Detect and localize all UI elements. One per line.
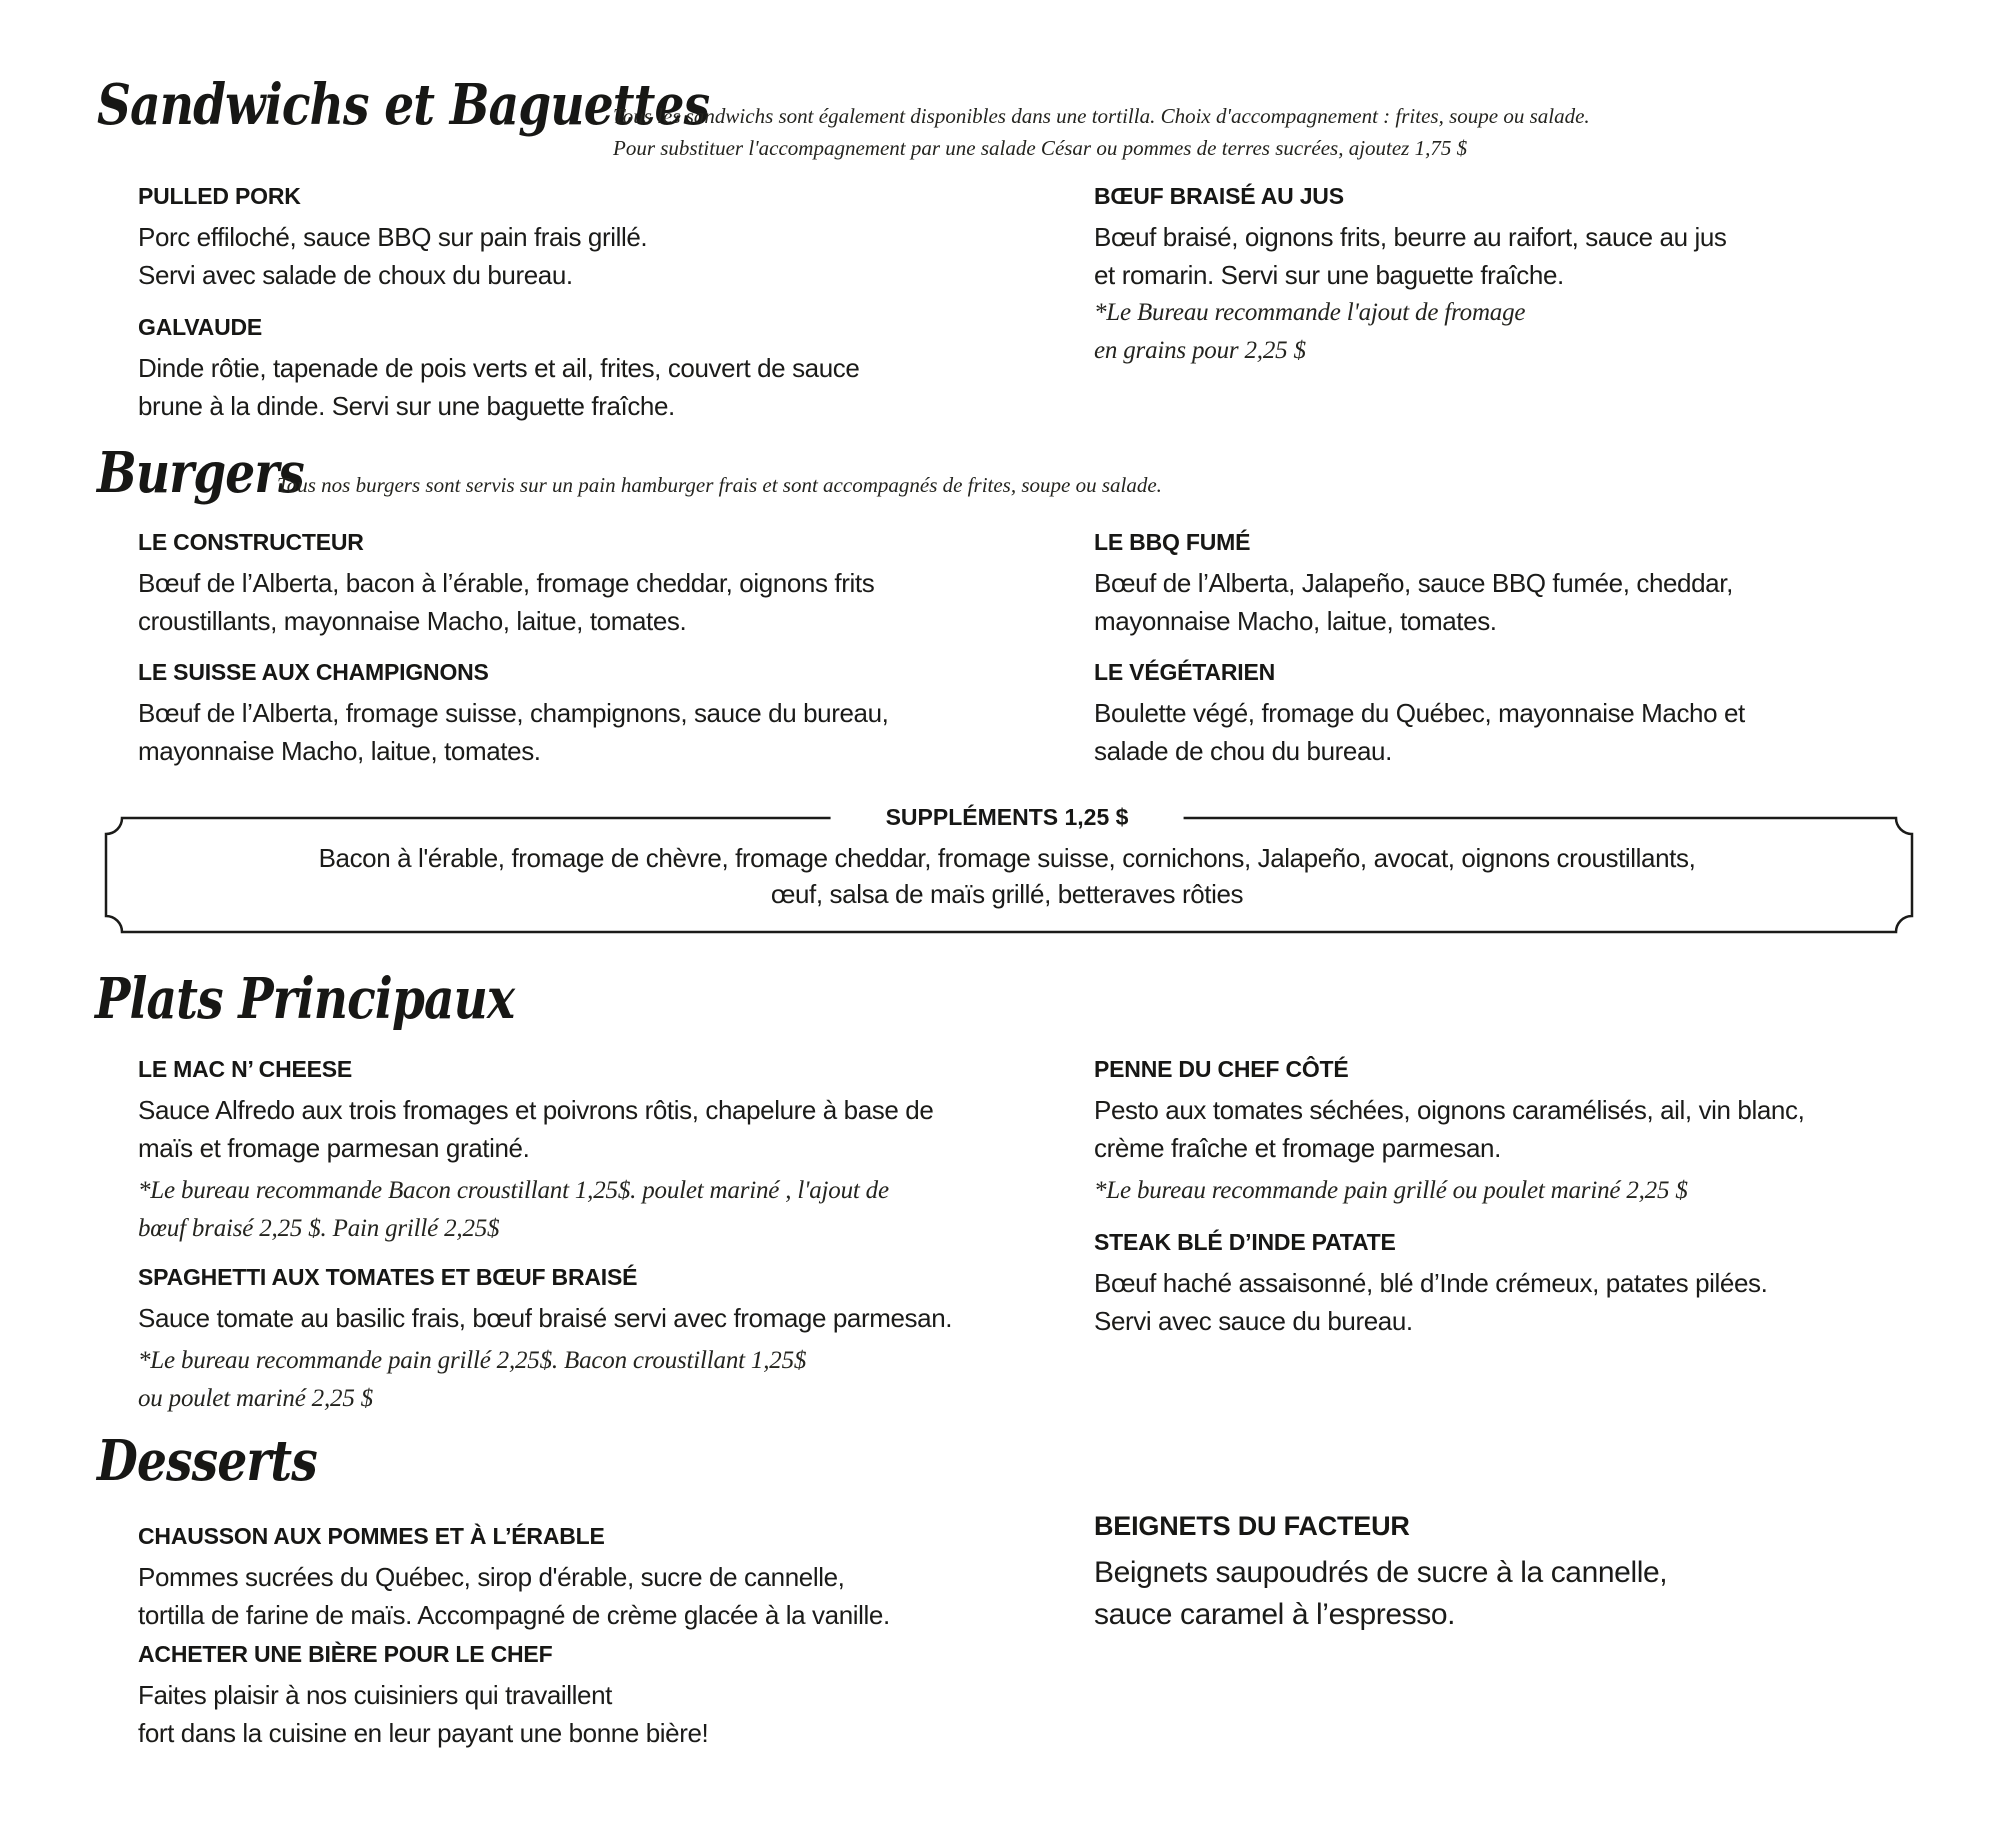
- item-desc-line: Pommes sucrées du Québec, sirop d'érable, sucre de cannelle,: [138, 1562, 845, 1592]
- item-name: BŒUF BRAISÉ AU JUS: [1094, 183, 1344, 209]
- item-desc-line: mayonnaise Macho, laitue, tomates.: [138, 736, 541, 766]
- subtitle-line: Tous nos burgers sont servis sur un pain hamburger frais et sont accompagnés de frites, soupe ou salade.: [277, 473, 1162, 497]
- supplements-line: œuf, salsa de maïs grillé, betteraves rôties: [770, 879, 1244, 909]
- item-desc-line: Boulette végé, fromage du Québec, mayonnaise Macho et: [1094, 698, 1745, 728]
- menu-item-constructeur: [138, 529, 874, 640]
- item-desc-line: Faites plaisir à nos cuisiniers qui travaillent: [138, 1680, 612, 1710]
- item-name: ACHETER UNE BIÈRE POUR LE CHEF: [138, 1641, 553, 1667]
- item-name: PENNE DU CHEF CÔTÉ: [1094, 1056, 1349, 1082]
- item-desc-line: Bœuf de l’Alberta, Jalapeño, sauce BBQ fumée, cheddar,: [1094, 568, 1733, 598]
- menu-item-suisse-champignons: [138, 659, 889, 770]
- item-name: GALVAUDE: [138, 314, 263, 340]
- menu-item-chausson: [138, 1523, 890, 1634]
- menu-item-beignets: [1094, 1510, 1667, 1636]
- item-name: LE VÉGÉTARIEN: [1094, 659, 1275, 685]
- item-desc-line: crème fraîche et fromage parmesan.: [1094, 1133, 1501, 1163]
- item-note-line: *Le bureau recommande pain grillé 2,25$. Bacon croustillant 1,25$: [138, 1347, 807, 1374]
- item-desc-line: Sauce Alfredo aux trois fromages et poivrons rôtis, chapelure à base de: [138, 1095, 934, 1125]
- item-note-line: *Le Bureau recommande l'ajout de fromage: [1094, 299, 1526, 326]
- menu-item-galvaude: [138, 314, 859, 425]
- item-desc-line: Bœuf de l’Alberta, fromage suisse, champignons, sauce du bureau,: [138, 698, 889, 728]
- section-subtitle-burgers: [277, 469, 1162, 501]
- item-name: STEAK BLÉ D’INDE PATATE: [1094, 1229, 1396, 1255]
- section-title-sandwichs: Sandwichs et Baguettes: [97, 72, 710, 138]
- menu-item-penne: [1094, 1056, 1804, 1210]
- item-name: LE BBQ FUMÉ: [1094, 529, 1251, 555]
- item-name: PULLED PORK: [138, 183, 301, 209]
- item-note-line: ou poulet mariné 2,25 $: [138, 1385, 373, 1412]
- item-desc-line: fort dans la cuisine en leur payant une bonne bière!: [138, 1718, 709, 1748]
- item-desc-line: croustillants, mayonnaise Macho, laitue, tomates.: [138, 606, 687, 636]
- supplements-title: SUPPLÉMENTS 1,25 $: [831, 803, 1184, 831]
- item-name: LE CONSTRUCTEUR: [138, 529, 364, 555]
- item-desc-line: Beignets saupoudrés de sucre à la cannelle,: [1094, 1556, 1668, 1589]
- item-name: LE SUISSE AUX CHAMPIGNONS: [138, 659, 489, 685]
- section-title-plats: Plats Principaux: [95, 966, 515, 1032]
- item-desc-line: Sauce tomate au basilic frais, bœuf braisé servi avec fromage parmesan.: [138, 1303, 953, 1333]
- item-desc-line: Dinde rôtie, tapenade de pois verts et ail, frites, couvert de sauce: [138, 353, 860, 383]
- item-note-line: bœuf braisé 2,25 $. Pain grillé 2,25$: [138, 1215, 500, 1242]
- item-desc-line: tortilla de farine de maïs. Accompagné de crème glacée à la vanille.: [138, 1600, 890, 1630]
- item-name: CHAUSSON AUX POMMES ET À L’ÉRABLE: [138, 1523, 605, 1549]
- item-desc-line: Servi avec salade de choux du bureau.: [138, 260, 573, 290]
- section-title-burgers: Burgers: [97, 440, 304, 506]
- subtitle-line: Pour substituer l'accompagnement par une salade César ou pommes de terres sucrées, ajoutez 1,75 $: [613, 136, 1468, 160]
- section-subtitle-sandwichs: [613, 100, 1590, 164]
- item-desc-line: Bœuf braisé, oignons frits, beurre au raifort, sauce au jus: [1094, 222, 1727, 252]
- item-note-line: *Le bureau recommande pain grillé ou poulet mariné 2,25 $: [1094, 1177, 1688, 1204]
- item-name: BEIGNETS DU FACTEUR: [1094, 1511, 1410, 1541]
- menu-item-pulled-pork: [138, 183, 647, 294]
- item-desc-line: mayonnaise Macho, laitue, tomates.: [1094, 606, 1497, 636]
- item-note-line: en grains pour 2,25 $: [1094, 337, 1306, 364]
- item-desc-line: Pesto aux tomates séchées, oignons caramélisés, ail, vin blanc,: [1094, 1095, 1805, 1125]
- item-desc-line: Servi avec sauce du bureau.: [1094, 1306, 1413, 1336]
- menu-item-biere-pour-le-chef: [138, 1641, 708, 1752]
- item-desc-line: et romarin. Servi sur une baguette fraîche.: [1094, 260, 1564, 290]
- item-desc-line: salade de chou du bureau.: [1094, 736, 1392, 766]
- item-desc-line: Porc effiloché, sauce BBQ sur pain frais grillé.: [138, 222, 648, 252]
- menu-item-spaghetti: [138, 1264, 952, 1418]
- menu-item-boeuf-braise-au-jus: [1094, 183, 1727, 370]
- menu-item-mac-n-cheese: [138, 1056, 933, 1248]
- item-desc-line: brune à la dinde. Servi sur une baguette fraîche.: [138, 391, 675, 421]
- item-desc-line: maïs et fromage parmesan gratiné.: [138, 1133, 530, 1163]
- subtitle-line: Tous les sandwichs sont également disponibles dans une tortilla. Choix d'accompagnement : frites, soupe ou salade.: [613, 104, 1590, 128]
- supplements-line: Bacon à l'érable, fromage de chèvre, fromage cheddar, fromage suisse, cornichons, Jalapeño, avocat, oignons croustillants,: [318, 843, 1696, 873]
- item-note-line: *Le bureau recommande Bacon croustillant 1,25$. poulet mariné , l'ajout de: [138, 1177, 889, 1204]
- item-name: SPAGHETTI AUX TOMATES ET BŒUF BRAISÉ: [138, 1264, 638, 1290]
- item-desc-line: Bœuf haché assaisonné, blé d’Inde crémeux, patates pilées.: [1094, 1268, 1768, 1298]
- menu-item-bbq-fume: [1094, 529, 1733, 640]
- menu-item-steak-ble-dinde: [1094, 1229, 1767, 1340]
- item-name: LE MAC N’ CHEESE: [138, 1056, 353, 1082]
- menu-item-vegetarien: [1094, 659, 1745, 770]
- item-desc-line: sauce caramel à l’espresso.: [1094, 1598, 1456, 1631]
- section-title-desserts: Desserts: [97, 1428, 317, 1494]
- item-desc-line: Bœuf de l’Alberta, bacon à l’érable, fromage cheddar, oignons frits: [138, 568, 875, 598]
- supplements-box-border: [104, 816, 1914, 934]
